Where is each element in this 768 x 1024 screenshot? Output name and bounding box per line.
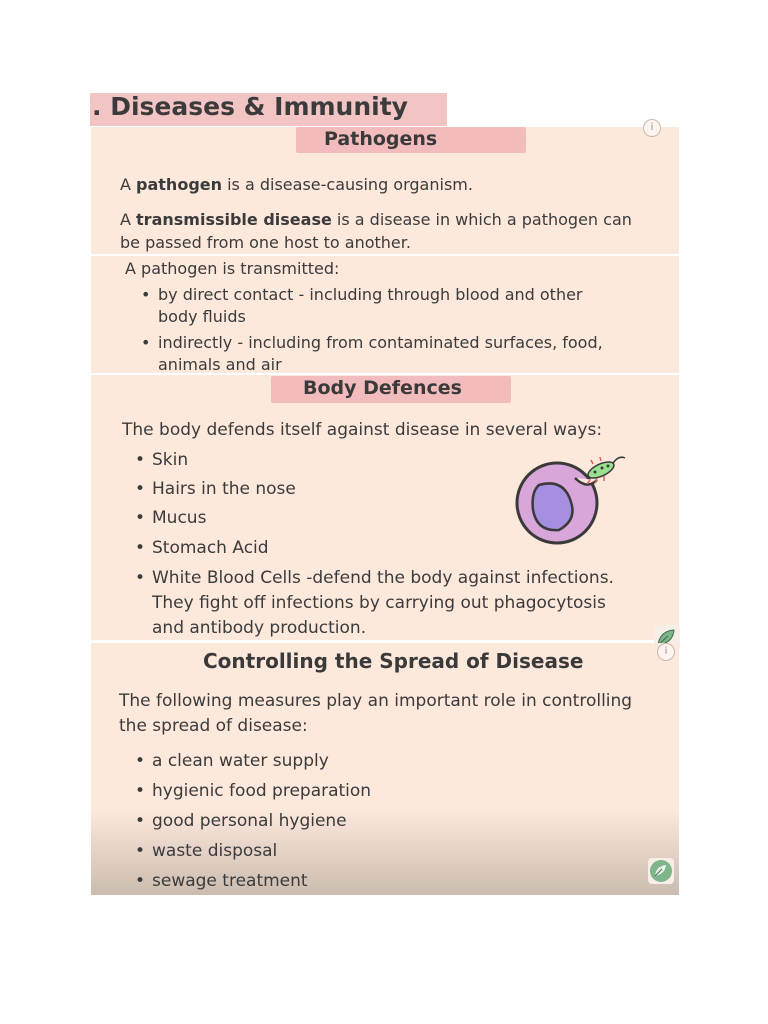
spread-intro-line2: the spread of disease: (119, 716, 308, 736)
defences-intro: The body defends itself against disease in several ways: (122, 420, 603, 440)
body-defences-heading: Body Defences (303, 377, 462, 399)
wbc-line2: They fight off infections by carrying out phagocytosis (152, 593, 606, 613)
bullet-direct-contact-line2: body fluids (158, 307, 246, 326)
transmission-panel (91, 256, 679, 373)
defence-item-white-blood-cells: • White Blood Cells -defend the body against infections. (152, 568, 614, 588)
def2-term: transmissible disease (136, 210, 332, 229)
defence-item-skin: • Skin (152, 450, 188, 470)
pathogens-heading: Pathogens (324, 128, 438, 150)
pathogens-panel (91, 127, 679, 254)
info-icon[interactable]: i (643, 119, 661, 137)
spread-panel (91, 643, 679, 895)
defence-item-mucus: • Mucus (152, 508, 206, 528)
transmissible-definition (120, 210, 632, 229)
def2-suffix: is a disease in which a pathogen can (331, 210, 632, 229)
bullet-direct-contact: • by direct contact - including through blood and other (158, 285, 583, 304)
transmissible-definition-line2: be passed from one host to another. (120, 233, 411, 252)
spread-heading: Controlling the Spread of Disease (203, 649, 584, 673)
bullet-indirect: • indirectly - including from contaminated surfaces, food, (158, 333, 603, 352)
spread-item-waste: • waste disposal (152, 841, 277, 861)
wbc-line3: and antibody production. (152, 618, 367, 638)
leaf-icon[interactable] (648, 858, 674, 884)
def1-term: pathogen (136, 175, 223, 194)
spread-item-hygiene: • good personal hygiene (152, 811, 347, 831)
def1-prefix: A (120, 175, 137, 194)
defence-item-hairs: • Hairs in the nose (152, 479, 296, 499)
body-defences-panel (91, 375, 679, 640)
spread-item-water: • a clean water supply (152, 751, 329, 771)
spread-item-food: • hygienic food preparation (152, 781, 371, 801)
pathogen-definition (120, 175, 473, 194)
defence-item-stomach-acid: • Stomach Acid (152, 538, 269, 558)
def1-suffix: is a disease-causing organism. (222, 175, 473, 194)
bullet-indirect-line2: animals and air (158, 355, 282, 373)
spread-item-sewage: • sewage treatment (152, 871, 308, 891)
phagocyte-illustration (509, 450, 629, 545)
spread-intro-line1: The following measures play an important role in controlling (119, 691, 633, 711)
info-icon[interactable]: i (657, 643, 675, 661)
page-title: . Diseases & Immunity (92, 92, 408, 121)
def2-prefix: A (120, 210, 137, 229)
transmission-intro: A pathogen is transmitted: (125, 259, 340, 278)
